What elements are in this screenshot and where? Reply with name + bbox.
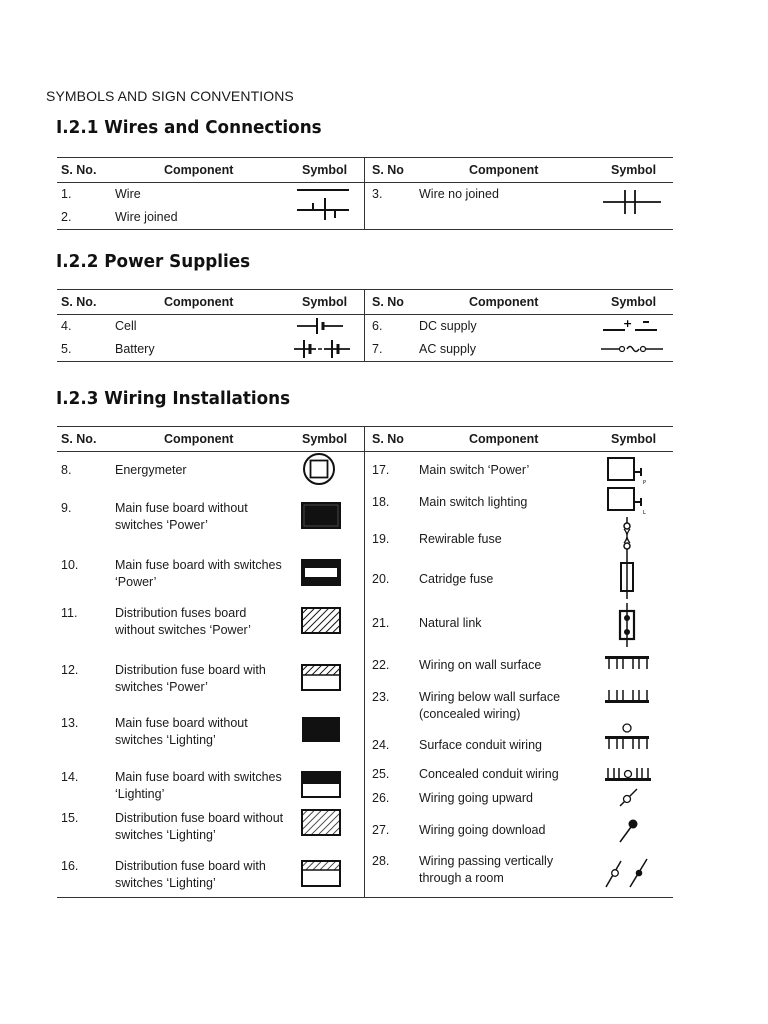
wires-table (57, 157, 673, 230)
row-component: Wiring going download (419, 823, 546, 837)
main-fuse-board-power-icon (301, 502, 343, 530)
row-number: 14. (61, 770, 79, 784)
section-title-power: I.2.2 Power Supplies (56, 252, 251, 272)
distribution-board-power-icon (301, 607, 343, 635)
row-component: Main fuse board without switches ‘Lighting’ (115, 716, 248, 747)
row-number: 6. (372, 319, 383, 333)
row-component: Wire joined (115, 210, 178, 224)
section-title-wires: I.2.1 Wires and Connections (56, 118, 322, 138)
row-number: 24. (372, 738, 390, 752)
row-component: Concealed conduit wiring (419, 767, 559, 781)
row-number: 10. (61, 558, 79, 572)
header-symbol: Symbol (611, 432, 657, 446)
row-component: Main switch ‘Power’ (419, 463, 530, 477)
row-number: 16. (61, 859, 79, 873)
row-number: 1. (61, 187, 72, 201)
main-switch-power-icon (607, 457, 649, 487)
row-number: 27. (372, 823, 390, 837)
header-symbol: Symbol (611, 295, 657, 309)
row-number: 20. (372, 572, 390, 586)
row-component: Energymeter (115, 463, 187, 477)
wiring-wall-surface-icon (605, 655, 651, 671)
header-sno: S. No. (61, 432, 97, 446)
wiring-upward-icon (619, 786, 639, 808)
row-component: Main switch lighting (419, 495, 528, 509)
row-component: Distribution fuse board with switches ‘Power’ (115, 663, 266, 694)
concealed-conduit-icon (605, 767, 653, 783)
header-component: Component (164, 163, 234, 177)
row-number: 18. (372, 495, 390, 509)
wiring-table (57, 426, 673, 898)
column-divider (364, 290, 365, 361)
row-component: Surface conduit wiring (419, 738, 542, 752)
header-sno: S. No. (61, 163, 97, 177)
distribution-board-lighting-icon (301, 809, 343, 837)
row-component: Wiring below wall surface (concealed wiring) (419, 690, 561, 721)
row-component: Distribution fuse board without switches ‘Lighting’ (115, 811, 284, 842)
svg-text:+: + (623, 317, 633, 330)
header-sno: S. No (372, 163, 404, 177)
row-component: Main fuse board without switches ‘Power’ (115, 501, 248, 532)
battery-icon (294, 338, 354, 360)
row-component: Wire no joined (419, 187, 499, 201)
header-symbol: Symbol (302, 295, 348, 309)
row-number: 11. (61, 606, 78, 620)
ac-supply-icon (601, 342, 665, 356)
row-component: Catridge fuse (419, 572, 494, 586)
row-component: Battery (115, 342, 155, 356)
header-component: Component (469, 432, 539, 446)
power-table (57, 289, 673, 362)
header-symbol: Symbol (611, 163, 657, 177)
distribution-board-switches-power-icon (301, 664, 343, 692)
row-component: Main fuse board with switches ‘Power’ (115, 558, 282, 589)
column-divider (364, 427, 365, 897)
row-number: 21. (372, 616, 390, 630)
row-number: 7. (372, 342, 383, 356)
row-number: 15. (61, 811, 79, 825)
row-component: Wiring passing vertically through a room (419, 854, 554, 885)
row-number: 25. (372, 767, 390, 781)
main-fuse-board-switches-lighting-icon (301, 771, 343, 799)
row-number: 12. (61, 663, 79, 677)
row-number: 26. (372, 791, 390, 805)
natural-link-icon (617, 603, 637, 647)
header-component: Component (164, 295, 234, 309)
page-title: SYMBOLS AND SIGN CONVENTIONS (46, 88, 294, 104)
header-component: Component (469, 163, 539, 177)
row-number: 28. (372, 854, 390, 868)
row-number: 8. (61, 463, 72, 477)
row-component: Cell (115, 319, 137, 333)
row-component: Distribution fuses board without switches ‘Power’ (115, 606, 251, 637)
wire-joined-icon (297, 198, 353, 224)
row-number: 17. (372, 463, 390, 477)
row-number: 23. (372, 690, 390, 704)
wire-icon (297, 188, 353, 196)
row-component: Wiring on wall surface (419, 658, 542, 672)
wiring-vertical-icon (605, 857, 651, 889)
row-component: DC supply (419, 319, 477, 333)
row-component: Natural link (419, 616, 482, 630)
header-sno: S. No (372, 432, 404, 446)
svg-text:P: P (643, 480, 647, 486)
main-switch-lighting-icon (607, 487, 649, 517)
row-component: Distribution fuse board with switches ‘Lighting’ (115, 859, 266, 890)
row-number: 19. (372, 532, 390, 546)
header-symbol: Symbol (302, 432, 348, 446)
row-number: 5. (61, 342, 72, 356)
column-divider (364, 158, 365, 229)
header-sno: S. No (372, 295, 404, 309)
section-title-wiring: I.2.3 Wiring Installations (56, 389, 291, 409)
row-component: AC supply (419, 342, 476, 356)
dc-supply-icon (603, 318, 659, 336)
wiring-downward-icon (619, 818, 641, 844)
row-number: 13. (61, 716, 79, 730)
row-number: 4. (61, 319, 72, 333)
wire-not-joined-icon (603, 190, 663, 214)
row-component: Rewirable fuse (419, 532, 502, 546)
main-fuse-board-lighting-icon (301, 716, 343, 744)
row-number: 22. (372, 658, 390, 672)
header-symbol: Symbol (302, 163, 348, 177)
row-number: 2. (61, 210, 72, 224)
row-number: 3. (372, 187, 383, 201)
surface-conduit-icon (605, 723, 651, 751)
row-component: Wire (115, 187, 141, 201)
main-fuse-board-switches-power-icon (301, 559, 343, 587)
wiring-below-wall-icon (605, 689, 651, 705)
header-component: Component (469, 295, 539, 309)
energymeter-icon (303, 453, 339, 489)
distribution-board-switches-lighting-icon (301, 860, 343, 888)
cartridge-fuse-icon (619, 555, 635, 599)
row-component: Main fuse board with switches ‘Lighting’ (115, 770, 282, 801)
rewirable-fuse-icon (617, 517, 637, 555)
header-component: Component (164, 432, 234, 446)
row-component: Wiring going upward (419, 791, 533, 805)
header-sno: S. No. (61, 295, 97, 309)
row-number: 9. (61, 501, 72, 515)
cell-icon (297, 316, 347, 336)
svg-text:L: L (643, 510, 646, 516)
